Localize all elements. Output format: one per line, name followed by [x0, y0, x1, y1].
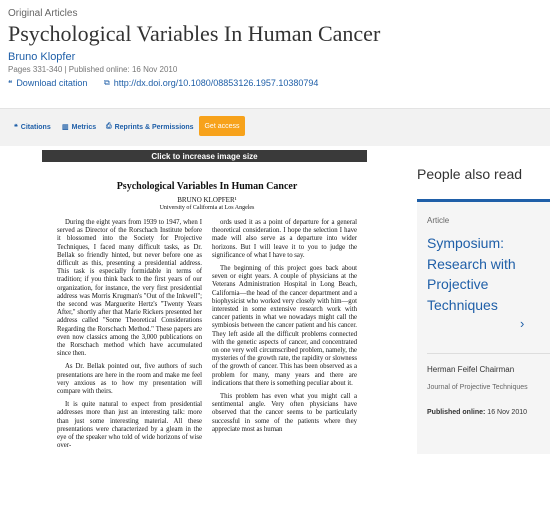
- scan-paragraph: The beginning of this project goes back about seven or eight years. A couple of physicians at the Veterans Administration Hospital in Long Beach, California—the head of the cancer department and a biophysicist who worked very closely with him—got interested in some extensive research work with cancer patients in what we nowadays might call the symbiosis between the cancer patient and his cancer. They left aside all the difficult problems connected with the genetic aspects of cancer, and concentrated on one very well circumscribed problem, namely, the mysteries of the growth rate, the rapidity or slowness of the growth of cancer. This has been observed as a problem for many, many years and there are indications that there is something peculiar about it.: [212, 265, 357, 387]
- scanned-page: [57, 173, 357, 455]
- chevron-right-icon[interactable]: ›: [520, 316, 525, 331]
- metrics-button[interactable]: [62, 123, 96, 131]
- author-link[interactable]: Bruno Klopfer: [8, 51, 76, 63]
- related-article-card[interactable]: [417, 199, 550, 454]
- increase-image-size-button[interactable]: Click to increase image size: [42, 150, 367, 162]
- card-author: Herman Feifel Chairman: [427, 365, 515, 374]
- get-access-button[interactable]: Get access: [199, 116, 245, 136]
- card-published-label: Published online:: [427, 409, 486, 416]
- article-toolbar: [0, 108, 550, 146]
- scan-paragraph: ords used it as a point of departure for a general theoretical consideration. I hope the selection I have made will also serve as a departure into wider horizons. But I will leave it to you to judge the significance of what I have to say.: [212, 219, 357, 259]
- scan-paragraph: As Dr. Bellak pointed out, five authors of such presentations are here in the room and make me feel very anxious as to how my presentation will compare with theirs.: [57, 363, 202, 396]
- scan-column-right: [212, 219, 357, 455]
- bar-chart-icon: ▥: [62, 124, 69, 131]
- scan-paragraph: This problem has even what you might call a sentimental angle. Very often physicians have observed that the cancer seems to be particularly successful in some of the patients where they appreciate most as human: [212, 393, 357, 433]
- card-title-link[interactable]: Symposium: Research with Projective Techniques: [427, 235, 516, 313]
- article-meta: Pages 331-340 | Published online: 16 Nov 2010: [8, 65, 178, 74]
- quote-icon: ❝: [8, 78, 13, 88]
- doi-label: http://dx.doi.org/10.1080/08853126.1957.10380794: [113, 78, 319, 88]
- citations-label: Citations: [20, 123, 51, 131]
- breadcrumb: Original Articles: [8, 8, 78, 19]
- scan-paragraph: It is quite natural to expect from presidential addresses more than just an interesting talk: more than just some interesting material. All these presentations were characterized by a gleam in the eye of the speaker who told of wide horizons of wise over-: [57, 401, 202, 450]
- printer-icon: ⎙: [106, 123, 112, 130]
- download-citation-label: Download citation: [16, 78, 88, 88]
- scan-column-left: [57, 219, 202, 455]
- card-published: [427, 408, 537, 418]
- card-journal: Journal of Projective Techniques: [427, 384, 528, 391]
- scan-paragraph: During the eight years from 1939 to 1947, when I served as Director of the Rorschach Institute before it blossomed into the Society for Projective Techniques, I faced many difficult tasks, as Dr. Bellak so friendly hinted, but never before one as difficult as this, presenting a presidential address. This task is especially formidable in terms of tradition; if you think back to the first years of our organization, for instance, the very first presidential address was Morris Krugman's "Out of the Inkwell"; the second was Marguerite Hertz's "Twenty Years After," shortly after that Marie Rickers presented her address called "Some Theoretical Considerations Regarding the Rorschach Method." These papers are even now classics among the 3,000 publications on the Rorschach method which have accumulated since then.: [57, 219, 202, 358]
- download-citation-link[interactable]: [8, 78, 87, 88]
- doi-link[interactable]: [104, 78, 318, 88]
- article-page-viewer[interactable]: [42, 150, 367, 520]
- metrics-label: Metrics: [71, 123, 97, 131]
- external-link-icon: ⧉: [104, 78, 110, 87]
- citations-button[interactable]: [14, 123, 51, 131]
- card-divider: [427, 353, 550, 354]
- scan-affiliation: University of California at Los Angeles: [159, 205, 255, 211]
- reprints-label: Reprints & Permissions: [114, 123, 194, 131]
- scan-columns: [57, 219, 357, 455]
- card-published-date: 16 Nov 2010: [487, 409, 527, 416]
- page-title: Psychological Variables In Human Cancer: [8, 21, 381, 46]
- card-type: Article: [427, 216, 450, 225]
- people-also-read-heading: People also read: [417, 166, 523, 182]
- scan-author: BRUNO KLOPFER¹: [177, 196, 237, 204]
- reprints-button[interactable]: [106, 123, 194, 131]
- quote-icon: ❝: [14, 124, 18, 131]
- scan-title: Psychological Variables In Human Cancer: [116, 181, 298, 192]
